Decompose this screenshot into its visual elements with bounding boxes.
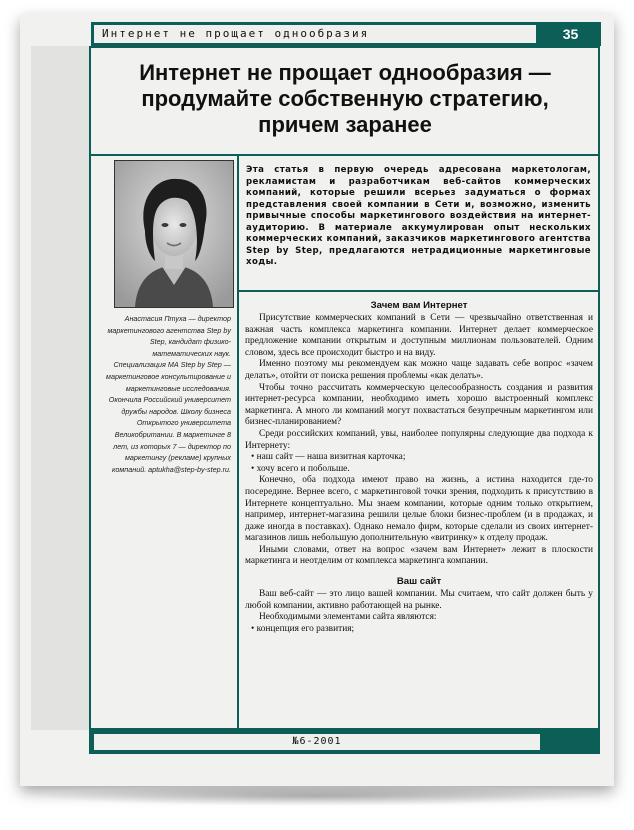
article-body xyxy=(245,300,593,635)
section-heading: Ваш сайт xyxy=(396,576,442,588)
paragraph: Иными словами, ответ на вопрос «зачем вам Интернет» лежит в плоскости маркетинга и неотделим от комплекса маркетинга компании. xyxy=(245,544,593,567)
running-title: Интернет не прощает однообразия xyxy=(94,25,536,43)
paragraph: Присутствие коммерческих компаний в Сети — чрезвычайно ответственная и важная часть комплекса маркетинга компании. Интернет делает коммерческое предложение компании открытым и доступным миллионам пользователей. Одним словом, здесь все происходит быстро и на виду. xyxy=(245,313,593,358)
paragraph: Ваш веб-сайт — это лицо вашей компании. Мы считаем, что сайт должен быть у любой компании, активно работающей на рынке. xyxy=(245,589,593,611)
paragraph: Именно поэтому мы рекомендуем как можно чаще задавать себе вопрос «зачем делать», отойти от поиска решения проблемы «как делать». xyxy=(245,359,593,381)
bullet-item: • концепция его развития; xyxy=(251,623,355,634)
issue-number: №6-2001 xyxy=(94,734,540,750)
title-line-1: Интернет не прощает однообразия — xyxy=(139,60,551,85)
section-heading: Зачем вам Интернет xyxy=(370,300,468,311)
lead-divider xyxy=(239,290,598,292)
bullet-item: • хочу всего и побольше. xyxy=(251,463,350,474)
paragraph: Чтобы точно рассчитать коммерческую целесообразность создания и развития интернет-ресурса компании, необходимо иметь хорошо выстроенный комплекс маркетинга. А много ли компаний могут похвастаться безупречным маркетингом или бизнес-планированием? xyxy=(245,382,593,428)
article-title xyxy=(95,60,595,138)
title-line-3: причем заранее xyxy=(258,112,432,137)
paragraph: Среди российских компаний, увы, наиболее популярны следующие два подхода к Интернету: xyxy=(245,428,593,451)
page-number: 35 xyxy=(562,26,579,42)
author-caption: Анастасия Птуха — директор маркетингового агентства Step by Step, кандидат физико-математических наук. Специализация МА Step by Step — маркетинговое консультирование и маркетинговые исследования. Окончила Российский университет дружбы народов. Школу бизнеса Открытого университета Великобритании. В маркетинге 8 лет, из которых 7 — директор по маркетингу (рекламе) крупных компаний. aptukha@step-by-step.ru. xyxy=(106,314,231,474)
title-line-2: продумайте собственную стратегию, xyxy=(141,86,549,111)
portrait-photo-image xyxy=(115,161,233,307)
column-divider xyxy=(237,156,239,728)
bullet-item: • наш сайт — наша визитная карточка; xyxy=(251,452,406,463)
page-shadow xyxy=(30,786,604,806)
paragraph: Необходимыми элементами сайта являются: xyxy=(259,612,437,623)
portrait-photo xyxy=(114,160,234,308)
article-lead: Эта статья в первую очередь адресована маркетологам, рекламистам и разработчикам веб-сайтов коммерческих компаний, которые решили всерьез задуматься о формах представления своей компании в Сети и, возможно, изменить привычные способы маркетингового воздействия на интернет-аудиторию. В материале аккумулирован опыт нескольких коммерческих компаний, заказчиков маркетингового агентства Step by Step, предлагаются нетрадиционные маркетинговые ходы. xyxy=(246,165,591,267)
left-margin-band xyxy=(31,46,89,730)
paragraph: Конечно, оба подхода имеют право на жизнь, а истина находится где-то посередине. Вернее всего, с маркетинговой точки зрения, подходить к присутствию в Интернете концептуально. Мы знаем компании, которые одним только открытием, например, интернет-магазина решили целые блоки бизнес-проблем (и в продажах, и даже иногда в поставках). Однако немало фирм, которые сделали из своих интернет-магазинов лишь небольшую дополнительную «витринку» к отделу продаж. xyxy=(245,475,593,544)
